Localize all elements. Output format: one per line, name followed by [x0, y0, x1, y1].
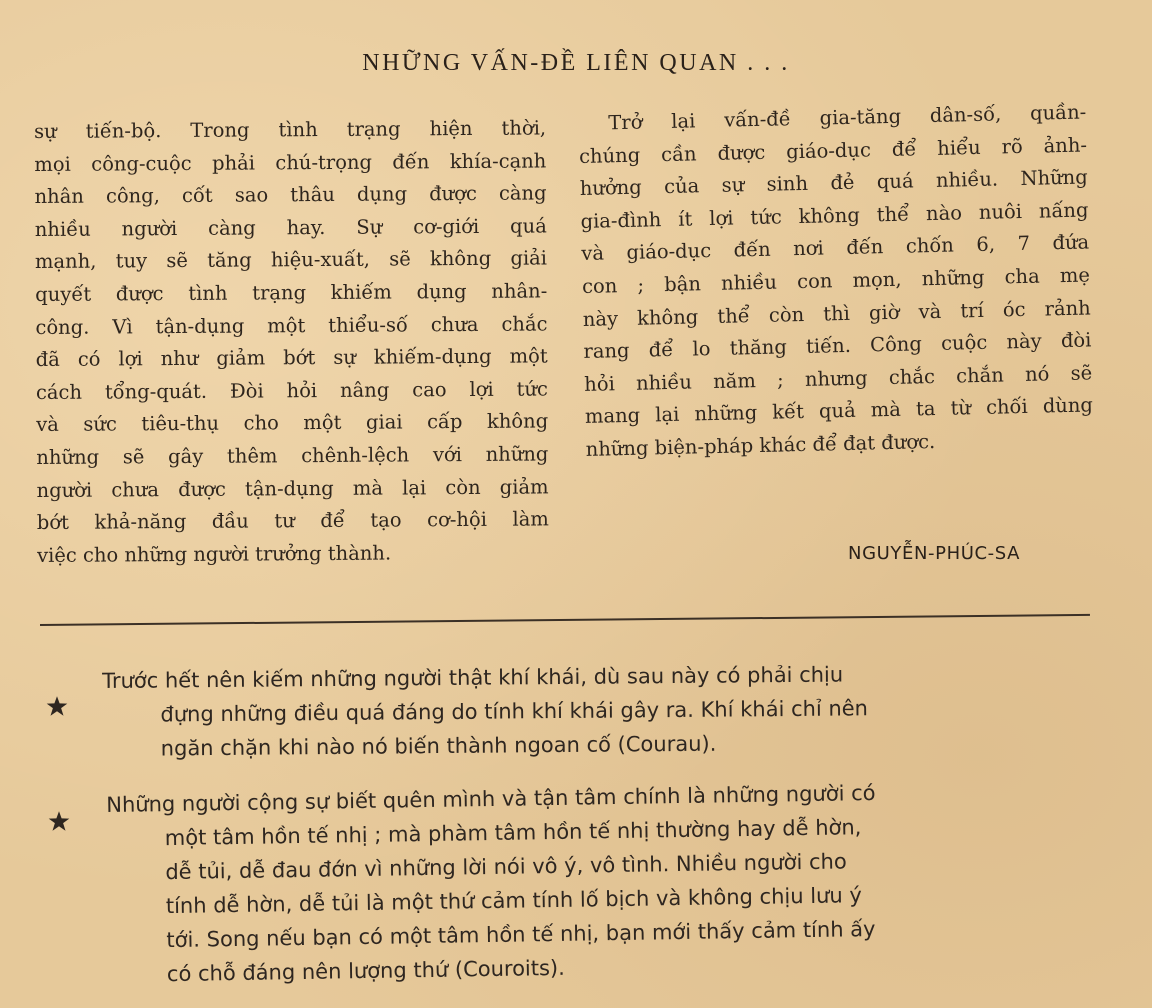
quote-block	[102, 655, 1093, 766]
text-line: chúng cần được giáo-dục để hiểu rõ ảnh-	[578, 133, 1088, 168]
quote-block	[106, 772, 1099, 992]
text-line: nhiều người càng hay. Sự cơ-giới quá	[34, 214, 547, 241]
quote-line: tính dễ hờn, dễ tủi là một thứ cảm tính lố bịch và không chịu lưu ý	[165, 883, 862, 919]
quote-line: Những người cộng sự biết quên mình và tận tâm chính là những người có	[106, 780, 876, 817]
quote-line: Trước hết nên kiếm những người thật khí khái, dù sau này có phải chịu	[102, 662, 844, 693]
text-line: công. Vì tận-dụng một thiểu-số chưa chắc	[35, 311, 548, 339]
text-line: mang lại những kết quả mà ta từ chối dùng	[584, 393, 1094, 429]
text-line: gia-đình ít lợi tức không thể nào nuôi nấng	[580, 198, 1089, 233]
text-line: hỏi nhiều năm ; nhưng chắc chắn nó sẽ	[584, 361, 1093, 396]
text-line: đã có lợi như giảm bớt sự khiếm-dụng một	[35, 344, 548, 372]
quote-line: một tâm hồn tế nhị ; mà phàm tâm hồn tế nhị thường hay dễ hờn,	[164, 815, 862, 851]
star-icon	[44, 693, 70, 719]
text-line: mạnh, tuy sẽ tăng hiệu-xuất, sẽ không giải	[34, 246, 548, 274]
left-column	[34, 112, 549, 572]
text-line: bớt khả-năng đầu tư để tạo cơ-hội làm	[36, 507, 549, 535]
text-line: việc cho những người trưởng thành.	[36, 541, 392, 567]
quote-line: tới. Song nếu bạn có một tâm hồn tế nhị, bạn mới thấy cảm tính ấy	[166, 916, 876, 953]
text-line: này không thể còn thì giờ và trí óc rảnh	[582, 295, 1091, 331]
quote-line: đựng những điều quá đáng do tính khí khái gây ra. Khí khái chỉ nên	[160, 696, 869, 727]
page-title: NHỮNG VẤN-ĐỀ LIÊN QUAN . . .	[362, 50, 790, 76]
text-line: và giáo-dục đến nơi đến chốn 6, 7 đứa	[581, 230, 1090, 266]
text-line: những sẽ gây thêm chênh-lệch với những	[36, 442, 549, 469]
text-line: hưởng của sự sinh đẻ quá nhiều. Những	[579, 165, 1088, 201]
author-signature: NGUYỄN-PHÚC-SA	[848, 543, 1021, 564]
star-icon	[46, 808, 72, 834]
text-line: Trở lại vấn-đề gia-tăng dân-số, quần-	[608, 100, 1087, 135]
quote-line: có chỗ đáng nên lượng thứ (Couroits).	[166, 955, 566, 987]
text-line: sự tiến-bộ. Trong tình trạng hiện thời,	[34, 116, 547, 143]
text-line: cách tổng-quát. Đòi hỏi nâng cao lợi tức	[35, 377, 548, 404]
text-line: rang để lo thăng tiến. Công cuộc này đòi	[583, 328, 1092, 364]
text-line: người chưa được tận-dụng mà lại còn giảm	[36, 474, 549, 502]
quote-line: dễ tủi, dễ đau đớn vì những lời nói vô ý, vô tình. Nhiều người cho	[165, 849, 847, 885]
quote-line: ngăn chặn khi nào nó biến thành ngoan cố (Courau).	[160, 731, 717, 761]
text-line: quyết được tình trạng khiếm dụng nhân-	[35, 279, 548, 306]
section-divider	[40, 614, 1090, 626]
text-line: mọi công-cuộc phải chú-trọng đến khía-cạnh	[34, 149, 547, 176]
text-line: nhân công, cốt sao thâu dụng được càng	[34, 181, 547, 209]
text-line: con ; bận nhiều con mọn, những cha mẹ	[581, 263, 1091, 298]
right-column	[578, 96, 1094, 466]
text-line: và sức tiêu-thụ cho một giai cấp không	[36, 409, 549, 437]
text-line: những biện-pháp khác để đạt được.	[585, 429, 936, 461]
